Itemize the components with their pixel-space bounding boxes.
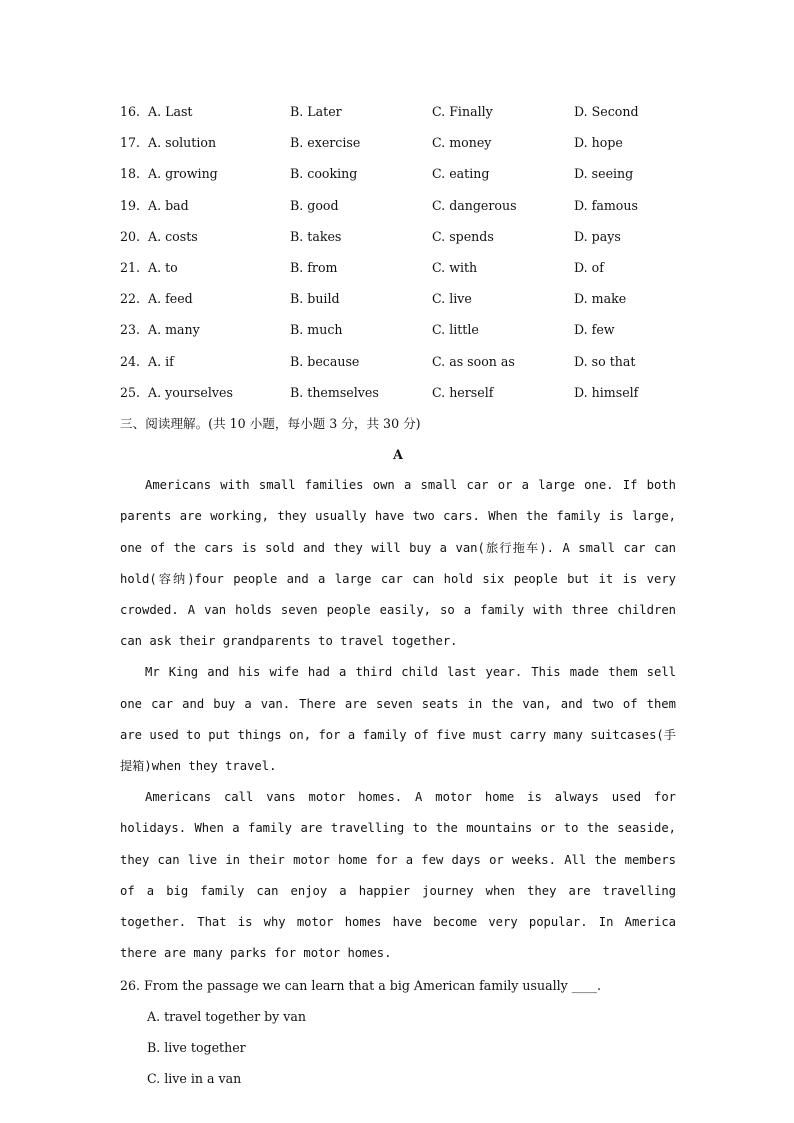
option-d: D. Second — [574, 104, 639, 120]
option-c: C. spends — [432, 228, 494, 244]
option-d: D. hope — [574, 135, 623, 151]
option-c: C. with — [432, 260, 478, 276]
question-number: 19. — [120, 197, 141, 213]
option-b: B. Later — [290, 104, 342, 120]
passage-paragraph-2: Mr King and his wife had a third child last year. This made them sell one car and buy a van. There are seven seats in the van, and two of them are used to put things on, for a family of five must carry many suitcases(手提箱)when they travel. — [120, 665, 676, 774]
cloze-options — [120, 96, 676, 408]
question-number: 16. — [120, 104, 141, 120]
question-number: 24. — [120, 353, 141, 369]
option-row-18 — [120, 158, 676, 189]
option-b: B. good — [290, 197, 339, 213]
option-b: B. takes — [290, 228, 342, 244]
option-d: D. pays — [574, 228, 621, 244]
option-b: B. exercise — [290, 135, 361, 151]
option-a: A. Last — [148, 104, 193, 120]
option-row-17 — [120, 127, 676, 158]
option-a: A. if — [148, 353, 174, 369]
option-a: A. to — [148, 260, 178, 276]
option-b: B. from — [290, 260, 338, 276]
option-c: C. as soon as — [432, 353, 515, 369]
answer-option-a[interactable]: A. travel together by van — [147, 1008, 307, 1024]
option-row-24 — [120, 346, 676, 377]
option-b: B. build — [290, 291, 340, 307]
option-d: D. so that — [574, 353, 636, 369]
option-d: D. of — [574, 260, 604, 276]
exam-page — [120, 96, 676, 1094]
question-number: 20. — [120, 228, 141, 244]
question-26-stem: 26. From the passage we can learn that a big American family usually ____. — [120, 977, 601, 993]
option-row-25 — [120, 377, 676, 408]
option-row-21 — [120, 252, 676, 283]
section-title: 三、阅读理解。(共 10 小题，每小题 3 分，共 30 分) — [120, 415, 421, 431]
option-c: C. Finally — [432, 104, 493, 120]
option-a: A. yourselves — [148, 384, 233, 400]
option-a: A. growing — [148, 166, 218, 182]
question-number: 25. — [120, 384, 141, 400]
option-a: A. costs — [148, 228, 198, 244]
option-b: B. because — [290, 353, 360, 369]
option-a: A. many — [148, 322, 200, 338]
option-row-16 — [120, 96, 676, 127]
question-number: 21. — [120, 260, 141, 276]
option-b: B. themselves — [290, 384, 379, 400]
option-a: A. feed — [148, 291, 193, 307]
answer-option-c[interactable]: C. live in a van — [147, 1071, 242, 1087]
option-a: A. solution — [148, 135, 217, 151]
option-b: B. much — [290, 322, 343, 338]
option-row-23 — [120, 314, 676, 345]
option-c: C. eating — [432, 166, 490, 182]
option-a: A. bad — [148, 197, 189, 213]
question-number: 23. — [120, 322, 141, 338]
option-c: C. money — [432, 135, 492, 151]
option-row-20 — [120, 221, 676, 252]
question-number: 17. — [120, 135, 141, 151]
option-c: C. little — [432, 322, 479, 338]
option-c: C. dangerous — [432, 197, 517, 213]
question-number: 22. — [120, 291, 141, 307]
option-row-22 — [120, 283, 676, 314]
option-b: B. cooking — [290, 166, 358, 182]
option-d: D. famous — [574, 197, 638, 213]
option-d: D. make — [574, 291, 627, 307]
option-row-19 — [120, 190, 676, 221]
passage-title: A — [393, 447, 403, 463]
option-d: D. seeing — [574, 166, 634, 182]
passage-paragraph-3: Americans call vans motor homes. A motor home is always used for holidays. When a family are travelling to the mountains or to the seaside, they can live in their motor home for a few days or weeks. All the members of a big family can enjoy a happier journey when they are travelling together. That is why motor homes have become very popular. In America there are many parks for motor homes. — [120, 790, 676, 961]
answer-option-b[interactable]: B. live together — [147, 1039, 246, 1055]
option-c: C. live — [432, 291, 472, 307]
question-number: 18. — [120, 166, 141, 182]
passage-paragraph-1: Americans with small families own a small car or a large one. If both parents are working, they usually have two cars. When the family is large, one of the cars is sold and they will buy a van(旅行拖车). A small car can hold(容纳)four people and a large car can hold six people but it is very crowded. A van holds seven people easily, so a family with three children can ask their grandparents to travel together. — [120, 478, 676, 649]
option-c: C. herself — [432, 384, 494, 400]
option-d: D. few — [574, 322, 615, 338]
option-d: D. himself — [574, 384, 639, 400]
